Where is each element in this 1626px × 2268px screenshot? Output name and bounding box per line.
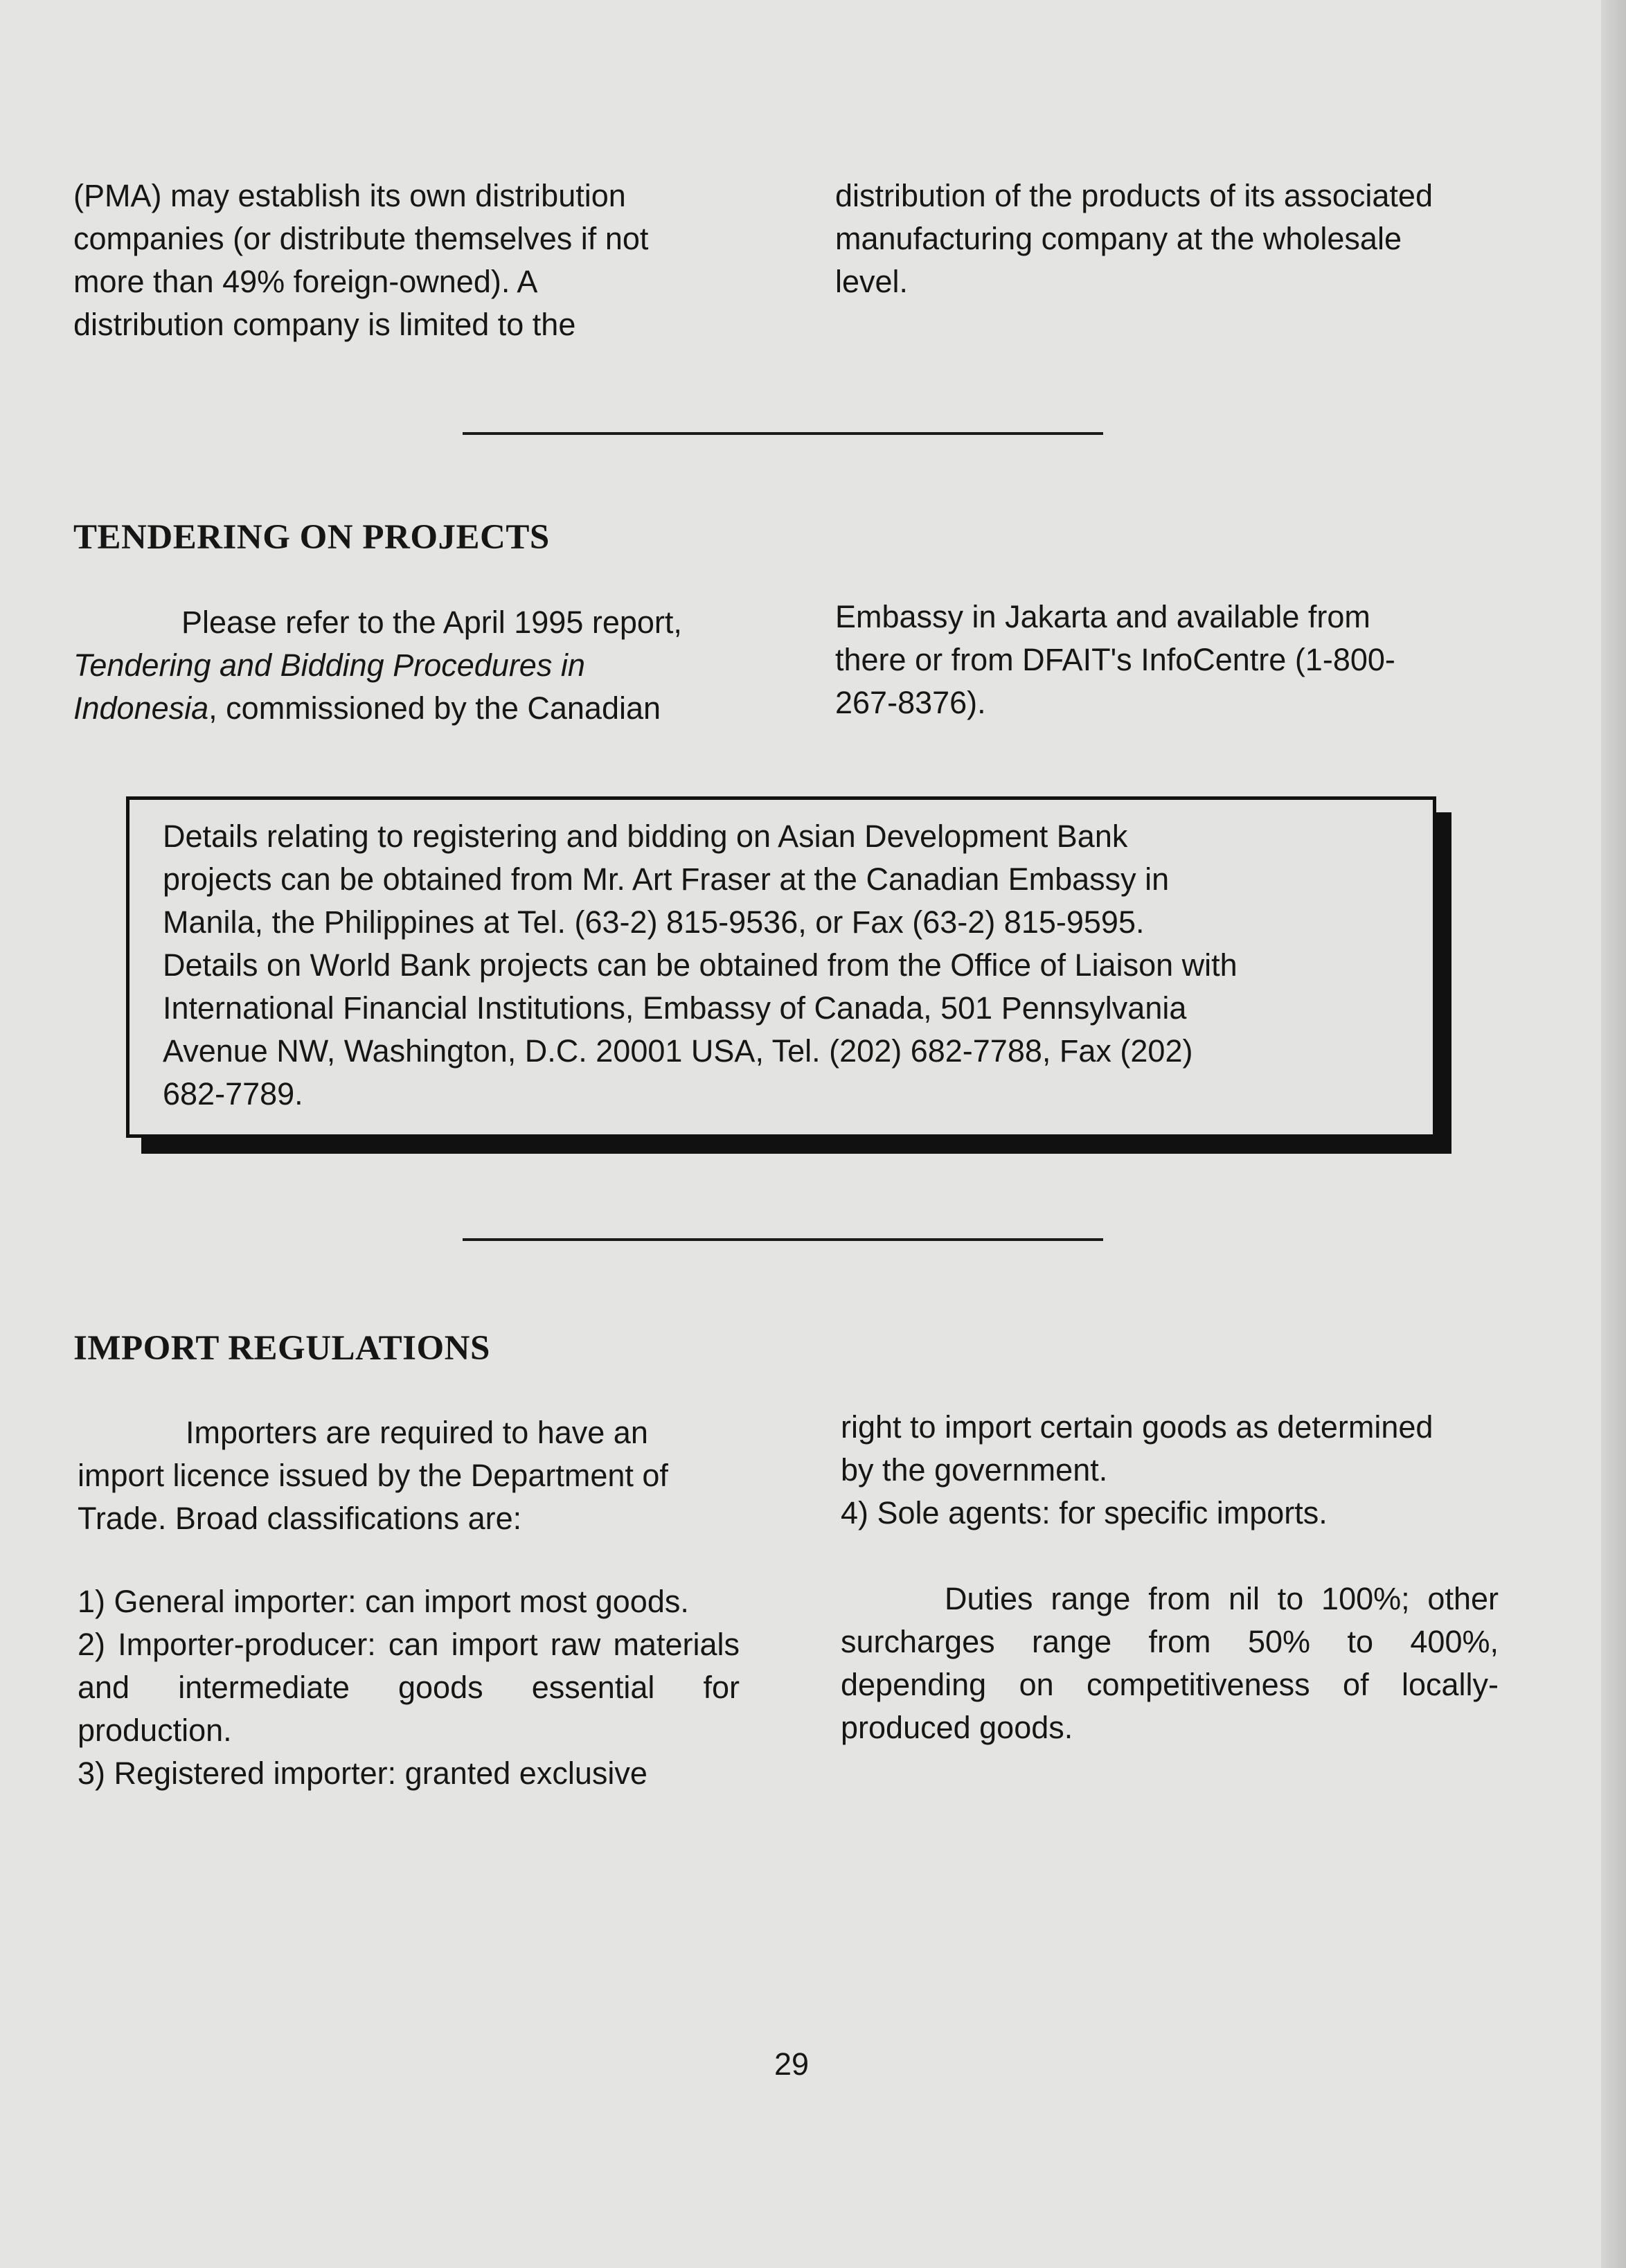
text-line: Embassy in Jakarta and available from <box>835 599 1370 634</box>
list-item: 2) Importer-producer: can import raw materials and intermediate goods essential for production. <box>78 1627 740 1748</box>
duties-paragraph <box>841 1578 1499 1749</box>
import-right-paragraph <box>841 1406 1506 1535</box>
text-line: Indonesia, commissioned by the Canadian <box>73 690 661 726</box>
import-classification-list <box>78 1580 740 1795</box>
section-divider <box>463 432 1103 435</box>
text-line: Please refer to the April 1995 report, <box>181 605 682 640</box>
box-line: Details relating to registering and bidding on Asian Development Bank <box>163 819 1128 854</box>
text-line: there or from DFAIT's InfoCentre (1-800- <box>835 642 1395 677</box>
section-divider <box>463 1238 1103 1241</box>
page-number: 29 <box>774 2046 810 2082</box>
text-line: Duties range from nil to 100%; other surcharges range from 50% to 400%, depending on competitiveness of locally-produced goods. <box>841 1581 1499 1745</box>
text-line: by the government. <box>841 1452 1108 1488</box>
list-item: 3) Registered importer: granted exclusive <box>78 1756 647 1791</box>
text-line: (PMA) may establish its own distribution <box>73 178 626 213</box>
page-edge <box>1601 0 1626 2268</box>
top-left-paragraph <box>73 175 729 346</box>
text-line: right to import certain goods as determined <box>841 1409 1433 1445</box>
box-line: Avenue NW, Washington, D.C. 20001 USA, Tel. (202) 682-7788, Fax (202) <box>163 1033 1193 1069</box>
text-line: Tendering and Bidding Procedures in <box>73 648 585 683</box>
box-line: projects can be obtained from Mr. Art Fraser at the Canadian Embassy in <box>163 861 1170 897</box>
tendering-left-paragraph <box>73 601 738 730</box>
text-line: Importers are required to have an <box>186 1415 648 1450</box>
box-line: International Financial Institutions, Embassy of Canada, 501 Pennsylvania <box>163 990 1187 1026</box>
text-line: distribution of the products of its associated <box>835 178 1433 213</box>
box-line: 682-7789. <box>163 1076 303 1111</box>
text-line: manufacturing company at the wholesale <box>835 221 1402 256</box>
tendering-right-paragraph <box>835 596 1500 724</box>
box-line: Manila, the Philippines at Tel. (63-2) 815-9536, or Fax (63-2) 815-9595. <box>163 904 1145 940</box>
text-line: level. <box>835 264 909 299</box>
top-right-paragraph <box>835 175 1500 303</box>
box-line: Details on World Bank projects can be obtained from the Office of Liaison with <box>163 947 1238 983</box>
text-line: import licence issued by the Department of <box>78 1458 668 1493</box>
text-line: more than 49% foreign-owned). A <box>73 264 538 299</box>
info-box <box>126 796 1436 1138</box>
import-intro-paragraph <box>78 1411 742 1540</box>
text-line: companies (or distribute themselves if not <box>73 221 649 256</box>
section-heading-tendering: TENDERING ON PROJECTS <box>73 518 550 557</box>
section-heading-import: IMPORT REGULATIONS <box>73 1329 490 1368</box>
list-item: 1) General importer: can import most goods. <box>78 1584 689 1619</box>
text-line: 267-8376). <box>835 685 986 720</box>
text-line: Trade. Broad classifications are: <box>78 1501 522 1536</box>
text-line: 4) Sole agents: for specific imports. <box>841 1495 1328 1530</box>
text-line: distribution company is limited to the <box>73 307 576 342</box>
